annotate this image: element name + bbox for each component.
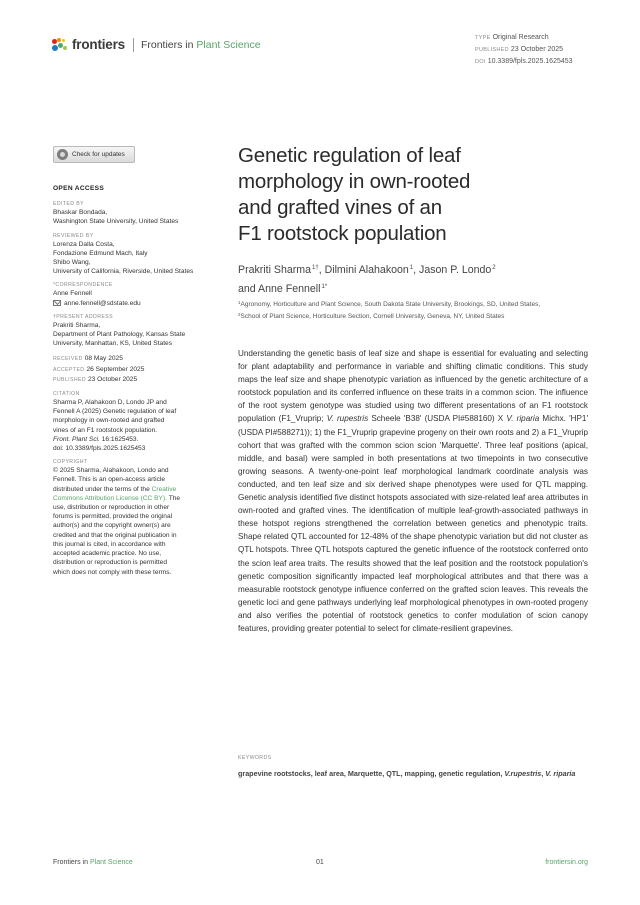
citation-journal: Front. Plant Sci. [53, 435, 100, 443]
keywords-label: KEYWORDS [238, 755, 272, 761]
abstract-species: V. riparia [506, 414, 540, 424]
copyright-text: distributed under the terms of the [53, 485, 150, 493]
article-sidebar [53, 184, 215, 577]
affiliation-sup: 2 [238, 312, 241, 317]
footer-site-link[interactable]: frontiersin.org [545, 859, 588, 866]
correspondence-email[interactable]: anne.fennell@sdstate.edu [64, 299, 141, 307]
copyright-line: forums is permitted, provided the original [53, 513, 173, 521]
reviewer-affiliation: University of California, Riverside, United States [53, 268, 194, 276]
header-divider [133, 38, 134, 52]
reviewer-affiliation: Fondazione Edmund Mach, Italy [53, 249, 148, 257]
type-value: Original Research [492, 34, 549, 41]
copyright-line: credited and that the original publication in [53, 531, 177, 539]
accepted-label: ACCEPTED [53, 366, 85, 373]
keywords [238, 768, 588, 780]
abstract-text: Michx. 'HP1' (USDA PI#588271)); 1) the F1_Vruprip grapevine progeny on their own roots and 2) a F1_Vruprip cohort that was grafted with the common scion scion 'Marquette'. Three leaf positions (apical, middle, and basal) were sampled in both presentations at two timepoints in two consecutive growing seasons. A twenty-one-point leaf morphological landmark coordinate analysis was conducted, and ten leaf size and six derived shape phenotypes were used for QTL mapping. Genetic analysis identified five distinct hotspots associated with size-related leaf area attributes in own-rooted and grafted vines. The identification of multiple leaf-growth-associated pathways in these hotspot regions strengthened the correlation between genetics and phenotypic traits. Shape related QTL accounted for 12-48% of the shape phenotypic variation but did not cluster as QTL hotspots. Three QTL hotspots captured the genetic influence of the rootstock conferred onto the scion leaf area traits. The results showed that the leaf position and the rootstock population's genetic composition significantly impacted leaf morphological attributes and that there was a measurable rootstock genotype influence conferred on the grafted scion leaves. This reveals the genetic loci and gene pathways underlying leaf morphological phenotypes in own-rooted progeny and also verifies the potential of rootstock genetics to confer modulation of scion canopy features, providing greater potential to select for climate-resilient grapevines. [238, 414, 589, 633]
page-number: 01 [316, 859, 324, 866]
editor-affiliation: Washington State University, United States [53, 218, 179, 226]
doi-label: DOI [475, 59, 486, 65]
copyright-line: use, distribution or reproduction in other [53, 504, 170, 512]
update-badge-icon [57, 149, 68, 160]
copyright-line: Fennell. This is an open-access article [53, 476, 166, 484]
affiliation-text: School of Plant Science, Horticulture Section, Cornell University, Geneva, NY, United States [240, 313, 505, 320]
published-value: 23 October 2025 [510, 46, 564, 53]
citation-label: CITATION [53, 391, 80, 398]
article-title [238, 143, 588, 247]
citation-line: Fennell A (2025) Genetic regulation of leaf [53, 408, 177, 416]
copyright-line: accepted academic practice. No use, [53, 550, 162, 558]
received-row [53, 354, 215, 364]
author-affil-sup: 2 [492, 265, 496, 271]
abstract-text: Scheele 'B38' (USDA PI#588160) X [368, 414, 507, 424]
author-list: Prakriti Sharma$^{1\dagger}$, Dilmini Alahakoon$^1$, Jason P. Londo$^2$ and Anne Fennell$^{1*}$ [238, 264, 496, 295]
keywords-text: grapevine rootstocks, leaf area, Marquette, QTL, mapping, genetic regulation, [238, 769, 505, 778]
citation-journal-row [53, 435, 215, 444]
citation-doi[interactable]: doi: 10.3389/fpls.2025.1625453 [53, 445, 146, 453]
copyright-line: author(s) and the copyright owner(s) are [53, 522, 171, 530]
correspondence-email-row[interactable] [53, 299, 215, 308]
present-address-line: Prakriti Sharma, [53, 321, 101, 329]
journal-name[interactable] [141, 39, 261, 51]
affiliation-text: Agronomy, Horticulture and Plant Science, South Dakota State University, Brookings, SD, United States, [240, 301, 541, 308]
check-for-updates-label: Check for updates [72, 151, 125, 158]
title-line: Genetic regulation of leaf [238, 144, 461, 167]
license-link-cont[interactable]: Commons Attribution License (CC BY). [53, 494, 167, 502]
copyright-line: © 2025 Sharma, Alahakoon, Londo and [53, 467, 169, 475]
keywords-sep: , [541, 769, 546, 778]
author-affil-sup: 1† [312, 265, 319, 271]
title-line: F1 rootstock population [238, 222, 447, 245]
article-meta [475, 32, 573, 68]
type-label: TYPE [475, 35, 491, 41]
doi-value[interactable]: 10.3389/fpls.2025.1625453 [487, 58, 573, 65]
abstract-species: V. rupestris [326, 414, 369, 424]
affiliation-2 [238, 310, 588, 322]
citation-line: Sharma P, Alahakoon D, Londo JP and [53, 399, 167, 407]
citation-volume: 16:1625453. [101, 435, 139, 443]
keyword-species: V. riparia [545, 769, 576, 778]
published-label: PUBLISHED [53, 376, 87, 383]
check-for-updates-button[interactable] [53, 146, 135, 163]
copyright-label: COPYRIGHT [53, 459, 88, 466]
license-link[interactable]: Creative [151, 485, 177, 493]
page-header [52, 30, 592, 70]
reviewed-by-label: REVIEWED BY [53, 232, 94, 239]
citation-line: morphology in own-rooted and grafted [53, 417, 165, 425]
title-line: and grafted vines of an [238, 196, 442, 219]
correspondence-name: Anne Fennell [53, 290, 92, 298]
copyright-line [53, 485, 215, 494]
published-date: 23 October 2025 [88, 375, 138, 383]
keyword-species: V.rupestris [504, 769, 542, 778]
received-label: RECEIVED [53, 356, 83, 363]
reviewer-name: Lorenza Dalla Costa, [53, 240, 115, 248]
author-affil-sup: 1* [321, 284, 328, 290]
author-affil-sup: 1 [409, 265, 414, 271]
copyright-text: The [168, 494, 181, 502]
citation-line: vines of an F1 rootstock population. [53, 426, 158, 434]
present-address-line: University, Manhattan, KS, United States [53, 340, 172, 348]
author-name[interactable]: Prakriti Sharma [238, 264, 311, 276]
abstract-text: Understanding the genetic basis of leaf size and shape is essential for evaluating and selecting for plant adaptability and performance in variable and shifting climatic conditions. This study maps the leaf size and shape phenotypic variation as influenced by the genetic architecture of a rootstock population and its conferred influence on these traits in a common scion. The influence of the root system genotype was studied using two different presentations of an F1 rootstock population (F1_Vruprip; [238, 349, 588, 424]
received-date: 08 May 2025 [84, 355, 123, 363]
author-name[interactable]: Dilmini Alahakoon [324, 264, 409, 276]
present-address-line: Department of Plant Pathology, Kansas State [53, 331, 186, 339]
present-address-label: †PRESENT ADDRESS [53, 313, 113, 320]
journal-prefix: Frontiers in [140, 38, 194, 51]
editor-name: Bhaskar Bondada, [53, 209, 108, 217]
affiliations [238, 298, 588, 322]
copyright-line: distribution or reproduction is permitted [53, 559, 167, 567]
footer-journal-prefix: Frontiers in [53, 859, 89, 866]
abstract [238, 347, 588, 635]
copyright-line: which does not comply with these terms. [53, 568, 172, 576]
copyright-line: this journal is cited, in accordance with [53, 540, 166, 548]
accepted-date: 26 September 2025 [86, 365, 145, 373]
frontiers-logo[interactable] [52, 37, 261, 52]
brand-name: frontiers [72, 37, 125, 52]
title-line: morphology in own-rooted [238, 170, 471, 193]
author-name[interactable]: Jason P. Londo [419, 264, 492, 276]
edited-by-label: EDITED BY [53, 201, 84, 208]
journal-title: Plant Science [196, 38, 261, 51]
affiliation-sup: 1 [238, 300, 241, 305]
published-label: PUBLISHED [475, 47, 509, 53]
open-access-label: OPEN ACCESS [53, 185, 105, 192]
mail-icon [53, 300, 61, 306]
accepted-row [53, 365, 215, 375]
footer-journal[interactable] [53, 859, 133, 866]
affiliation-1 [238, 298, 588, 310]
author-conjunction: and [238, 283, 256, 295]
frontiers-logo-icon [52, 38, 68, 52]
published-row [53, 375, 215, 385]
reviewer-name: Shibo Wang, [53, 259, 91, 267]
footer-journal-name: Plant Science [89, 859, 133, 866]
copyright-line [53, 494, 215, 503]
correspondence-label: *CORRESPONDENCE [53, 282, 113, 289]
author-name[interactable]: Anne Fennell [258, 283, 321, 295]
